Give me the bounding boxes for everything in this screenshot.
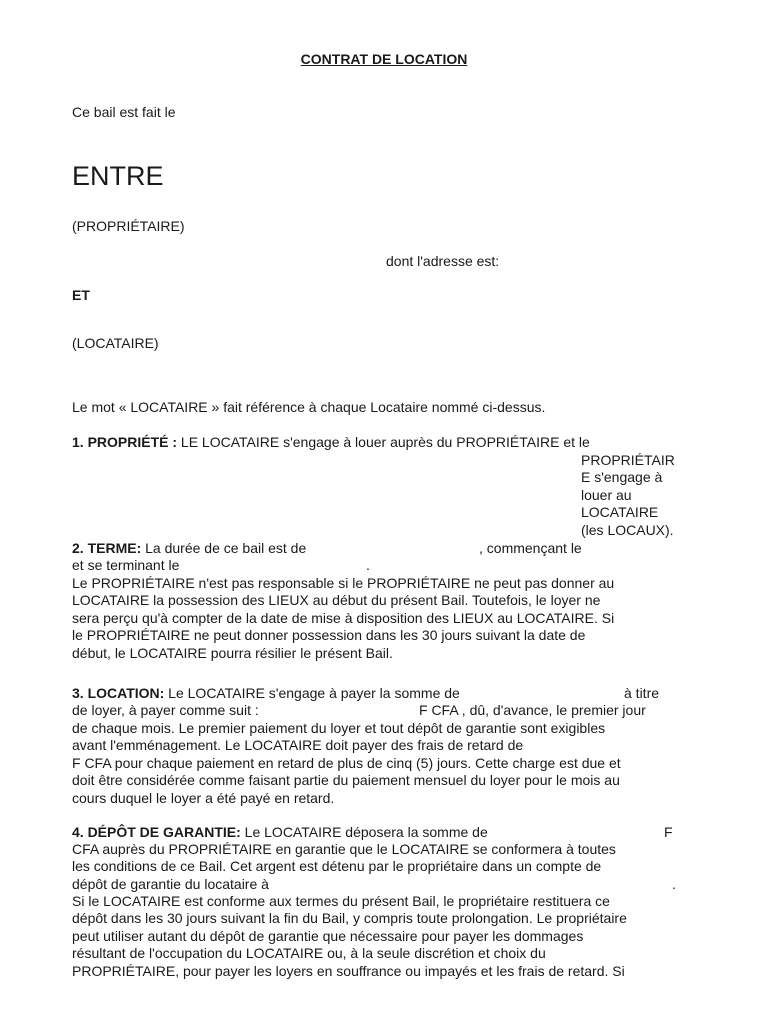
section3-body-line: avant l'emménagement. Le LOCATAIRE doit payer des frais de retard de [72, 737, 524, 754]
section3-text: Le LOCATAIRE s'engage à payer la somme de [164, 685, 460, 701]
section2-body-line: LOCATAIRE la possession des LIEUX au début du présent Bail. Toutefois, le loyer ne [72, 592, 601, 609]
section1-column-line: louer au [581, 486, 632, 503]
section2-heading: 2. TERME: [72, 540, 142, 556]
section4-text: Le LOCATAIRE déposera la somme de [240, 824, 488, 840]
et-label: ET [72, 287, 90, 303]
section2-body-line: sera perçu qu'à compter de la date de mise à disposition des LIEUX au LOCATAIRE. Si [72, 609, 615, 626]
section4-body-line: dépôt dans les 30 jours suivant la fin du Bail, y compris toute prolongation. Le propriétaire [72, 910, 627, 927]
section3-line2b: F CFA , dû, d'avance, le premier jour [419, 702, 646, 718]
section2-first-line [72, 540, 306, 558]
section4-body-line: CFA auprès du PROPRIÉTAIRE en garantie que le LOCATAIRE se conformera à toutes [72, 841, 616, 857]
section4-body-line: PROPRIÉTAIRE, pour payer les loyers en souffrance ou impayés et les frais de retard. Si [72, 962, 625, 979]
section3-first-line [72, 685, 460, 703]
section1-heading: 1. PROPRIÉTÉ : [72, 434, 178, 450]
section3-text-b: à titre [624, 685, 660, 701]
section2-body-line: début, le LOCATAIRE pourra résilier le présent Bail. [72, 644, 393, 661]
section4-body-line: les conditions de ce Bail. Cet argent est détenu par le propriétaire dans un compte de [72, 858, 602, 875]
section2-body-line: le PROPRIÉTAIRE ne peut donner possession dans les 30 jours suivant la date de [72, 627, 586, 644]
section1-text: LE LOCATAIRE s'engage à louer auprès du PROPRIÉTAIRE et le [177, 434, 590, 450]
section2-text: La durée de ce bail est de [141, 540, 307, 556]
section2-end-date: et se terminant le [72, 557, 180, 573]
section4-body [72, 841, 688, 893]
definition-text: Le mot « LOCATAIRE » fait référence à chaque Locataire nommé ci-dessus. [72, 399, 546, 415]
section1-line [72, 434, 590, 452]
section3-body [72, 720, 688, 807]
section2-end-period: . [366, 557, 370, 573]
section4-first-line [72, 824, 488, 842]
intro-text: Ce bail est fait le [72, 104, 176, 120]
section4-heading: 4. DÉPÔT DE GARANTIE: [72, 824, 241, 840]
section3-body-line: de chaque mois. Le premier paiement du loyer et tout dépôt de garantie sont exigibles [72, 720, 606, 736]
section1-column-line: LOCATAIRE [581, 504, 659, 521]
section1-column-line: (les LOCAUX). [581, 521, 674, 538]
section1-column-line: E s'engage à [581, 469, 663, 486]
section1-column [581, 452, 675, 539]
section2-body-line: Le PROPRIÉTAIRE n'est pas responsable si le PROPRIÉTAIRE ne peut pas donner au [72, 575, 615, 591]
section3-heading: 3. LOCATION: [72, 685, 165, 701]
locataire-label: (LOCATAIRE) [72, 335, 159, 351]
section3-body-line: cours duquel le loyer a été payé en retard. [72, 789, 335, 806]
section2-text-b: , commençant le [479, 540, 582, 556]
entre-heading: ENTRE [72, 161, 164, 191]
section4-body-line: résultant de l'occupation du LOCATAIRE ou, à la seule discrétion et choix du [72, 945, 546, 962]
section3-body-line: doit être considérée comme faisant partie du paiement mensuel du loyer pour le mois au [72, 772, 620, 789]
section4-body-line: Si le LOCATAIRE est conforme aux termes du présent Bail, le propriétaire restituera ce [72, 893, 610, 909]
section4-text-b: F [664, 824, 673, 840]
adresse-label: dont l'adresse est: [386, 253, 500, 269]
section3-line2a: de loyer, à payer comme suit : [72, 702, 259, 718]
section1-column-line: PROPRIÉTAIR [581, 452, 675, 468]
section3-body-line: F CFA pour chaque paiement en retard de plus de cinq (5) jours. Cette charge est due et [72, 754, 621, 771]
section4-line-end: . [672, 876, 676, 892]
section2-body [72, 575, 688, 662]
section4-body-2 [72, 893, 688, 980]
proprietaire-label: (PROPRIÉTAIRE) [72, 218, 185, 234]
section4-body-line: dépôt de garantie du locataire à [72, 875, 269, 892]
document-title: CONTRAT DE LOCATION [300, 51, 468, 67]
section4-body-line: peut utiliser autant du dépôt de garantie que nécessaire pour payer les dommages [72, 927, 584, 944]
